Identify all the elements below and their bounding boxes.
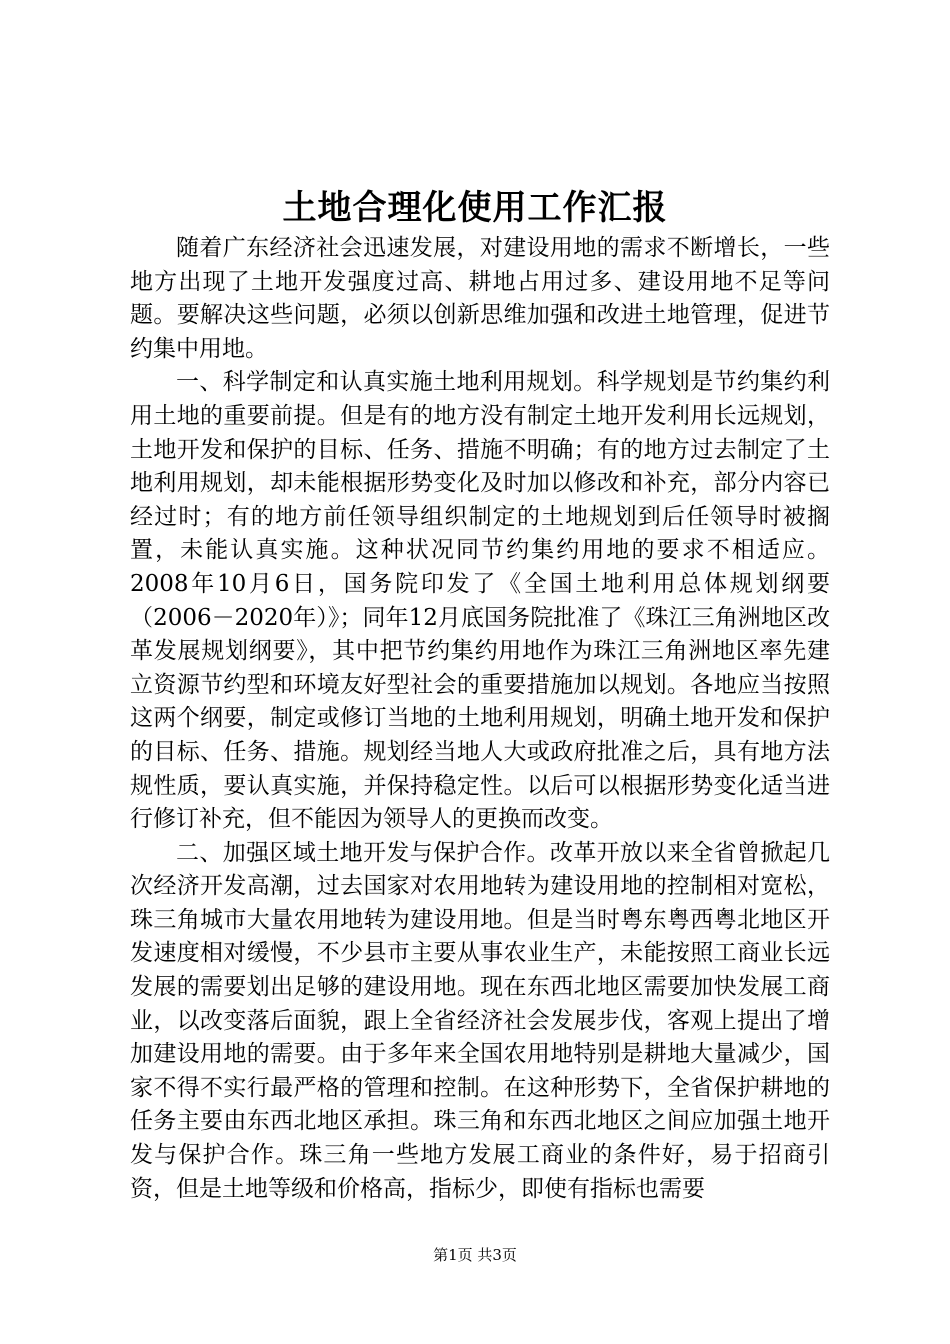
- document-body: [130, 232, 830, 1206]
- page-footer: 第1页 共3页: [433, 1246, 517, 1264]
- paragraph-section-2: 二、加强区域土地开发与保护合作。改革开放以来全省曾掀起几次经济开发高潮，过去国家对农用地转为建设用地的控制相对宽松，珠三角城市大量农用地转为建设用地。但是当时粤东粤西粤北地区开发速度相对缓慢，不少县市主要从事农业生产，未能按照工商业长远发展的需要划出足够的建设用地。现在东西北地区需要加快发展工商业，以改变落后面貌，跟上全省经济社会发展步伐，客观上提出了增加建设用地的需要。由于多年来全国农用地特别是耕地大量减少，国家不得不实行最严格的管理和控制。在这种形势下，全省保护耕地的任务主要由东西北地区承担。珠三角和东西北地区之间应加强土地开发与保护合作。珠三角一些地方发展工商业的条件好，易于招商引资，但是土地等级和价格高，指标少，即使有指标也需要: [130, 839, 830, 1202]
- paragraph-intro: 随着广东经济社会迅速发展，对建设用地的需求不断增长，一些地方出现了土地开发强度过高、耕地占用过多、建设用地不足等问题。要解决这些问题，必须以创新思维加强和改进土地管理，促进节约集中用地。: [130, 235, 830, 362]
- document-title: 土地合理化使用工作汇报: [282, 188, 668, 228]
- paragraph-section-1: 一、科学制定和认真实施土地利用规划。科学规划是节约集约利用土地的重要前提。但是有的地方没有制定土地开发利用长远规划，土地开发和保护的目标、任务、措施不明确；有的地方过去制定了土地利用规划，却未能根据形势变化及时加以修改和补充，部分内容已经过时；有的地方前任领导组织制定的土地规划到后任领导时被搁置，未能认真实施。这种状况同节约集约用地的要求不相适应。2008年10月6日，国务院印发了《全国土地利用总体规划纲要（2006－2020年）》；同年12月底国务院批准了《珠江三角洲地区改革发展规划纲要》，其中把节约集约用地作为珠江三角洲地区率先建立资源节约型和环境友好型社会的重要措施加以规划。各地应当按照这两个纲要，制定或修订当地的土地利用规划，明确土地开发和保护的目标、任务、措施。规划经当地人大或政府批准之后，具有地方法规性质，要认真实施，并保持稳定性。以后可以根据形势变化适当进行修订补充，但不能因为领导人的更换而改变。: [130, 369, 830, 833]
